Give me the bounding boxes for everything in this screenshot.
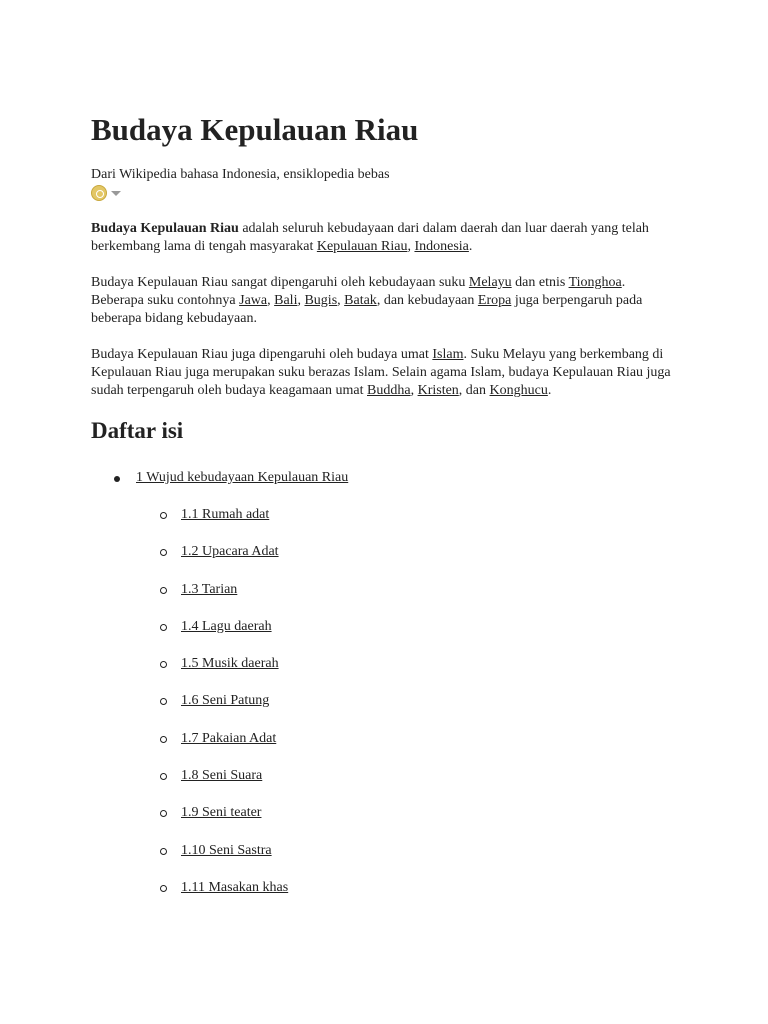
link-bugis[interactable]: Bugis [304,293,338,308]
toc-subitem [136,804,680,841]
toc-subitem [136,730,680,767]
toc-heading: Daftar isi [91,418,184,443]
link-kepulauan-riau[interactable]: Kepulauan Riau [316,239,408,254]
link-eropa[interactable]: Eropa [477,293,512,308]
link-islam[interactable]: Islam [432,347,464,362]
toc-link-1-4[interactable]: 1.4 Lagu daerah [181,618,272,634]
audio-control[interactable] [91,184,680,202]
toc-link-1-2[interactable]: 1.2 Upacara Adat [181,544,279,560]
article-term: Budaya Kepulauan Riau [91,221,239,236]
link-melayu[interactable]: Melayu [468,275,512,290]
toc-link-1-5[interactable]: 1.5 Musik daerah [181,656,279,672]
link-bali[interactable]: Bali [274,293,298,308]
toc-link-1[interactable]: 1 Wujud kebudayaan Kepulauan Riau [136,470,349,485]
toc-link-1-9[interactable]: 1.9 Seni teater [181,805,262,821]
toc-subitem [136,879,680,916]
toc-subitem [136,655,680,692]
toc-link-1-1[interactable]: 1.1 Rumah adat [181,507,270,522]
influence-paragraph: Budaya Kepulauan Riau sangat dipengaruhi oleh kebudayaan suku Melayu dan etnis Tionghoa. Beberapa suku contohnya Jawa, Bali, Bugis, Batak, dan kebudayaan Eropa juga berpengaruh pada beberapa bidang kebudayaan. [91,275,643,326]
religion-paragraph: Budaya Kepulauan Riau juga dipengaruhi oleh budaya umat Islam. Suku Melayu yang berkembang di Kepulauan Riau juga merupakan suku berazas Islam. Selain agama Islam, budaya Kepulauan Riau juga sudah terpengaruh oleh budaya keagamaan umat Buddha, Kristen, dan Konghucu. [91,347,671,398]
link-batak[interactable]: Batak [344,293,377,308]
toc-subitem [136,692,680,729]
intro-paragraph: Budaya Kepulauan Riau adalah seluruh kebudayaan dari dalam daerah dan luar daerah yang telah berkembang lama di tengah masyarakat Kepulauan Riau, Indonesia. [91,221,649,254]
toc-link-1-3[interactable]: 1.3 Tarian [181,581,238,597]
toc-subitem [136,581,680,618]
page-title: Budaya Kepulauan Riau [91,112,419,147]
toc-subitem [136,506,680,543]
link-konghucu[interactable]: Konghucu [489,383,548,398]
link-kristen[interactable]: Kristen [417,383,459,398]
link-jawa[interactable]: Jawa [239,293,268,308]
toc-link-1-11[interactable]: 1.11 Masakan khas [181,879,289,895]
link-buddha[interactable]: Buddha [367,383,411,398]
audio-icon[interactable] [91,185,107,201]
toc-link-1-10[interactable]: 1.10 Seni Sastra [181,842,272,858]
toc-link-1-7[interactable]: 1.7 Pakaian Adat [181,730,277,746]
toc-sublist [136,506,680,916]
toc-subitem [136,618,680,655]
link-indonesia[interactable]: Indonesia [414,239,469,254]
table-of-contents [91,469,680,916]
toc-link-1-8[interactable]: 1.8 Seni Suara [181,768,263,784]
toc-item [91,469,680,916]
page-subtitle: Dari Wikipedia bahasa Indonesia, ensiklopedia bebas [91,167,390,182]
toc-subitem [136,767,680,804]
toc-link-1-6[interactable]: 1.6 Seni Patung [181,693,270,709]
link-tionghoa[interactable]: Tionghoa [568,275,622,290]
chevron-down-icon[interactable] [111,191,121,196]
toc-subitem [136,842,680,879]
toc-subitem [136,543,680,580]
